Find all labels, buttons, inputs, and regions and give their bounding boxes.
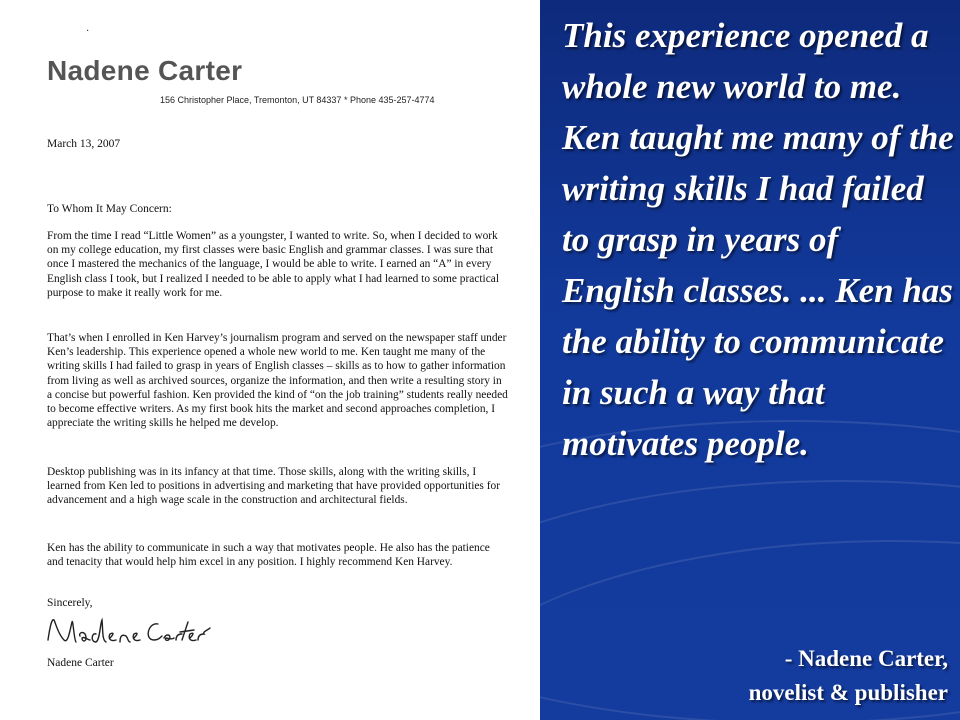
letter-paragraph: Desktop publishing was in its infancy at that time. Those skills, along with the writing skills, I learned from Ken led to positions in advertising and marketing that have provided opportunities for advancement and a high wage scale in the construction and architectural fields. [47,466,500,507]
letter-typed-name: Nadene Carter [47,657,114,669]
pull-quote: This experience opened a whole new world to me. Ken taught me many of the writing skills I had failed to grasp in years of English classes. ... Ken has the ability to communicate in such a way that motivates people. [562,16,954,463]
letterhead-address: 156 Christopher Place, Tremonton, UT 84337 * Phone 435-257-4774 [160,95,435,105]
letter-paragraph: From the time I read “Little Women” as a youngster, I wanted to write. So, when I decided to work on my college education, my first classes were basic English and grammar classes. I was sure that once I mastered the mechanics of the language, I would be able to write. I earned an “A” in every English class I took, but I realized I needed to be able to apply what I had learned to some practical purpose to make it really work for me. [47,230,499,299]
attribution-title: novelist & publisher [748,680,948,705]
quote-attribution [749,642,948,710]
letter-salutation: To Whom It May Concern: [47,203,172,215]
letterhead-name: Nadene Carter [47,55,243,86]
quote-panel [540,0,960,720]
letter-paragraph: That’s when I enrolled in Ken Harvey’s journalism program and served on the newspaper staff under Ken’s leadership. This experience opened a whole new world to me. Ken taught me many of the writing skills I had failed to grasp in years of English classes – skills as to how to gather information from living as well as archived sources, organize the information, and then write a resulting story in a concise but powerful fashion. Ken provided the kind of “on the job training” students really needed to become effective writers. As my first book hits the market and second approaches completion, I appreciate the writing skills he helped me develop. [47,332,508,430]
letter-closing: Sincerely, [47,597,93,609]
scan-speck: · [86,26,90,37]
handwritten-signature [42,610,212,652]
attribution-name: - Nadene Carter, [784,646,948,671]
letter-paragraph: Ken has the ability to communicate in such a way that motivates people. He also has the patience and tenacity that would help him excel in any position. I highly recommend Ken Harvey. [47,542,490,569]
letter-date: March 13, 2007 [47,138,121,150]
